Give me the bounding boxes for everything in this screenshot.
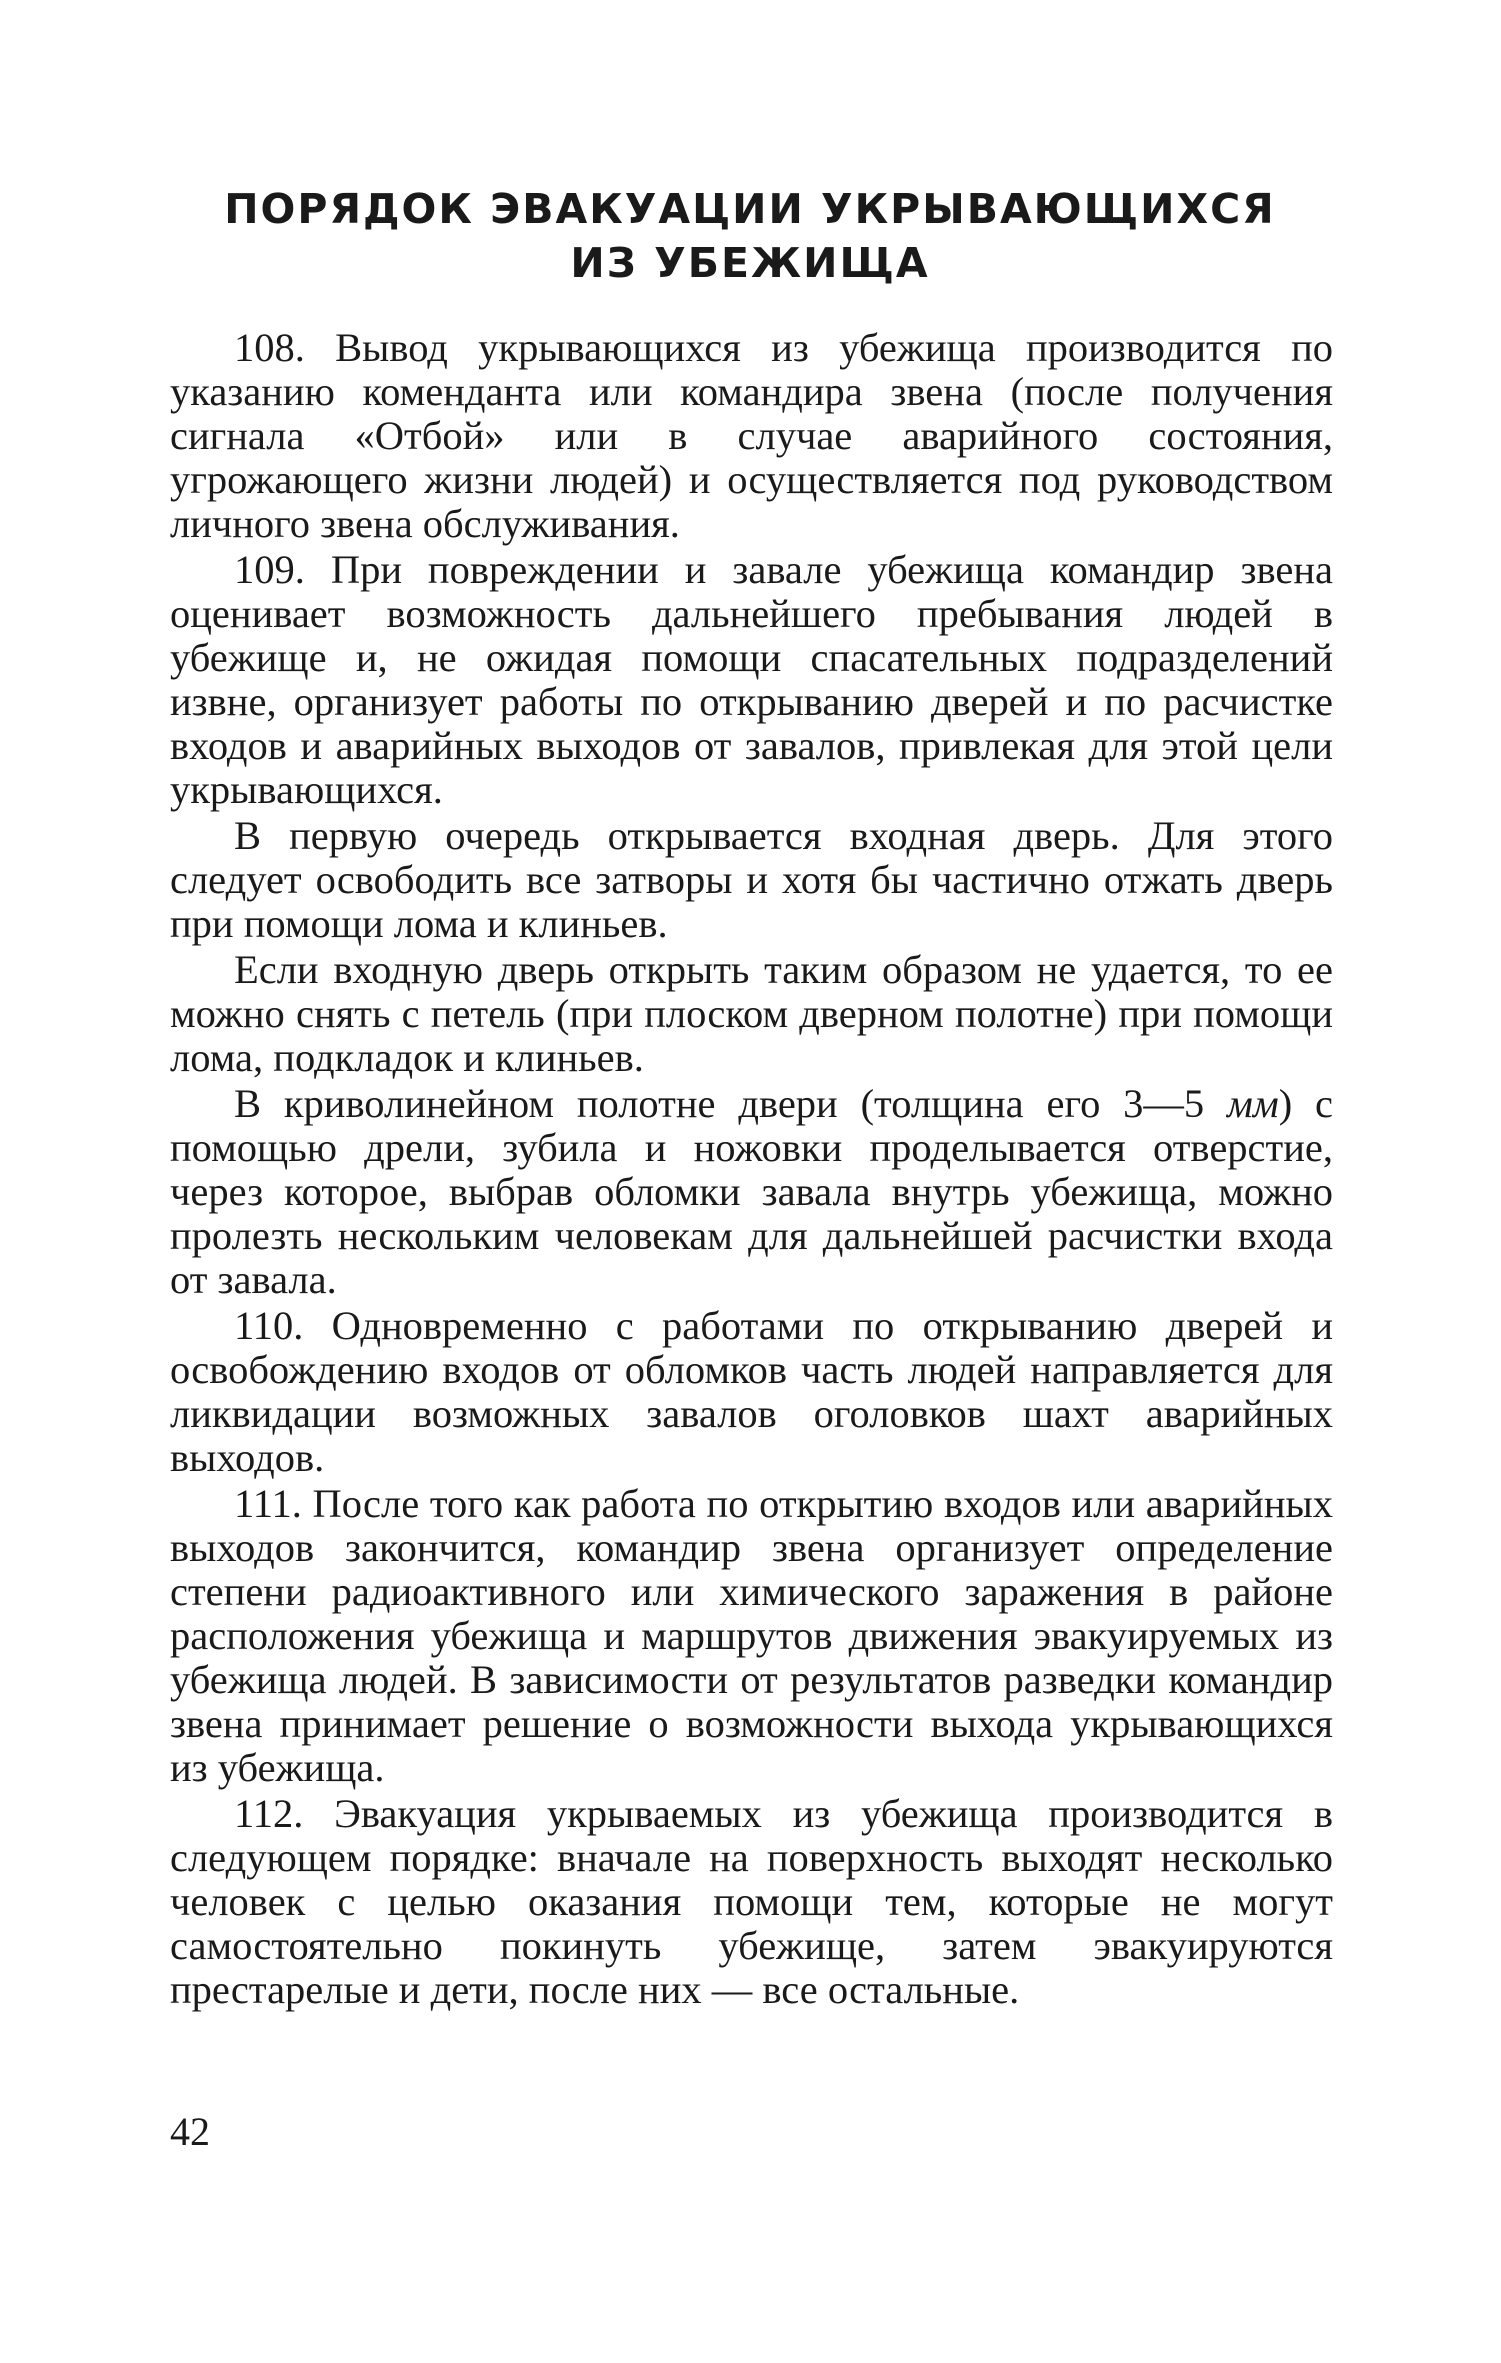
paragraph-109-entrance-door: В первую очередь открывается входная дверь. Для этого следует освободить все затворы и хотя бы частично отжать дверь при помощи лома и клиньев.: [170, 813, 1333, 946]
paragraph-109-remove-hinges: Если входную дверь открыть таким образом не удается, то ее можно снять с петель (при плоском дверном полотне) при помощи лома, подкладок и клиньев.: [170, 947, 1333, 1080]
heading-line-1: ПОРЯДОК ЭВАКУАЦИИ УКРЫВАЮЩИХСЯ: [224, 185, 1276, 233]
paragraph-108: 108. Вывод укрывающихся из убежища производится по указанию коменданта или командира звена (после получения сигнала «Отбой» или в случае аварийного состояния, угрожающего жизни людей) и осуществляется под руководством личного звена обслуживания.: [170, 325, 1333, 546]
paragraph-110: 110. Одновременно с работами по открыванию дверей и освобождению входов от обломков часть людей направляется для ликвидации возможных завалов оголовков шахт аварийных выходов.: [170, 1303, 1333, 1480]
heading-line-2: ИЗ УБЕЖИЩА: [570, 239, 930, 287]
paragraph-111: 111. После того как работа по открытию входов или аварийных выходов закончится, командир звена организует определение степени радиоактивного или химического заражения в районе расположения убежища и маршрутов движения эвакуируемых из убежища людей. В зависимости от результатов разведки командир звена принимает решение о возможности выхода укрывающихся из убежища.: [170, 1481, 1333, 1790]
paragraph-112: 112. Эвакуация укрываемых из убежища производится в следующем порядке: вначале на поверхность выходят несколько человек с целью оказания помощи тем, которые не могут самостоятельно покинуть убежище, затем эвакуируются престарелые и дети, после них — все остальные.: [170, 1791, 1333, 2012]
curved-door-text-start: В криволинейном полотне двери (толщина его 3—5: [234, 1081, 1227, 1126]
page-number: 42: [170, 2109, 210, 2154]
curved-door-text-end: ) с помощью дрели, зубила и ножовки проделывается отверстие, через которое, выбрав обломки завала внутрь убежища, можно пролезть нескольким человекам для дальнейшей расчистки входа от завала.: [170, 1081, 1334, 1302]
section-heading: [170, 182, 1330, 290]
paragraph-109-curved-door: [170, 1082, 1333, 1302]
body-text: [170, 326, 1333, 2012]
paragraph-109: 109. При повреждении и завале убежища командир звена оценивает возможность дальнейшего пребывания людей в убежище и, не ожидая помощи спасательных подразделений извне, организует работы по открыванию дверей и по расчистке входов и аварийных выходов от завалов, привлекая для этой цели укрывающихся.: [170, 547, 1333, 812]
unit-mm: мм: [1227, 1081, 1279, 1126]
